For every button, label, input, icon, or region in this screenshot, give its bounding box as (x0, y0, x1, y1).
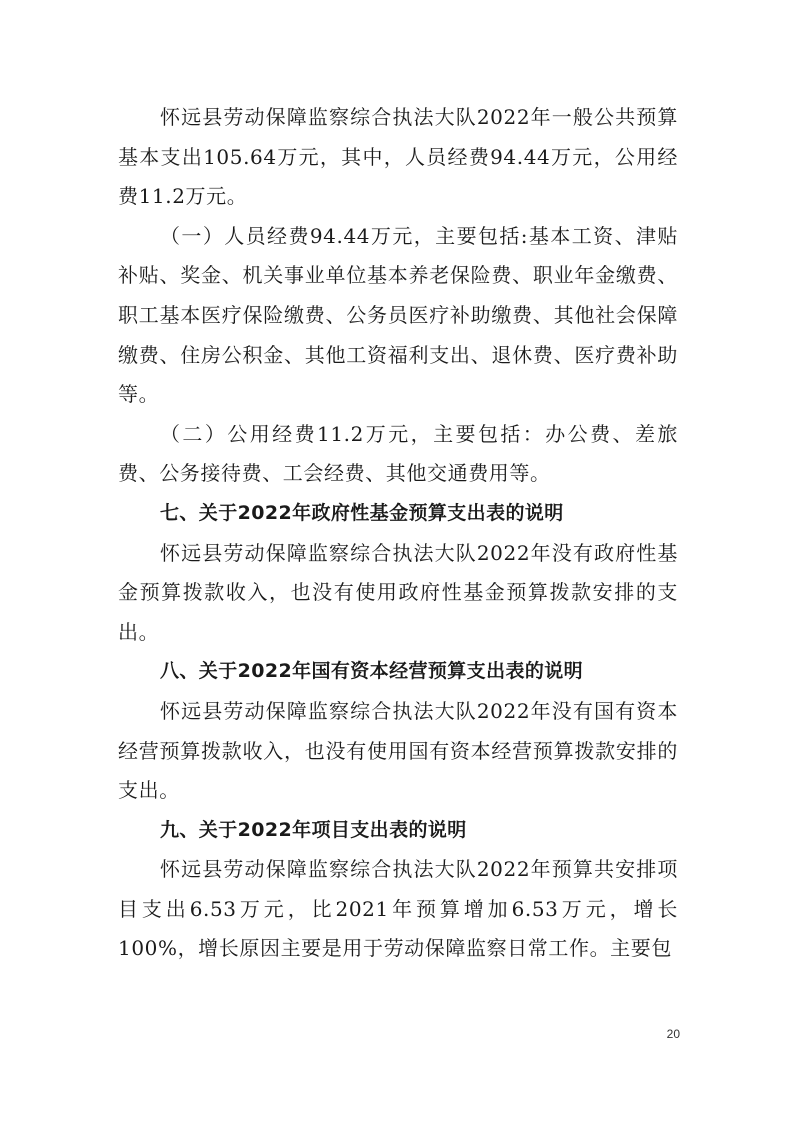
heading-section-7: 七、关于2022年政府性基金预算支出表的说明 (160, 501, 564, 524)
paragraph-general-budget-basic: 怀远县劳动保障监察综合执法大队2022年一般公共预算基本支出105.64万元，其中，人员经费94.44万元，公用经费11.2万元。 (118, 105, 678, 209)
heading-section-8: 八、关于2022年国有资本经营预算支出表的说明 (160, 660, 584, 683)
heading-section-9: 九、关于2022年项目支出表的说明 (160, 818, 467, 841)
paragraph-project-expenditure: 怀远县劳动保障监察综合执法大队2022年预算共安排项目支出6.53万元，比2021年预算增加6.53万元，增长100%，增长原因主要是用于劳动保障监察日常工作。主要包 (118, 857, 678, 961)
paragraph-public-expenses: （二）公用经费11.2万元，主要包括：办公费、差旅费、公务接待费、工会经费、其他交通费用等。 (118, 421, 678, 486)
paragraph-state-capital: 怀远县劳动保障监察综合执法大队2022年没有国有资本经营预算拨款收入，也没有使用国有资本经营预算拨款安排的支出。 (118, 698, 678, 803)
page-number: 20 (666, 1027, 680, 1041)
paragraph-government-fund: 怀远县劳动保障监察综合执法大队2022年没有政府性基金预算拨款收入，也没有使用政府性基金预算拨款安排的支出。 (118, 540, 678, 644)
paragraph-personnel-expenses: （一）人员经费94.44万元，主要包括:基本工资、津贴补贴、奖金、机关事业单位基本养老保险费、职业年金缴费、职工基本医疗保险缴费、公务员医疗补助缴费、其他社会保障缴费、住房公积金、其他工资福利支出、退休费、医疗费补助等。 (118, 223, 678, 407)
document-body (118, 98, 678, 969)
